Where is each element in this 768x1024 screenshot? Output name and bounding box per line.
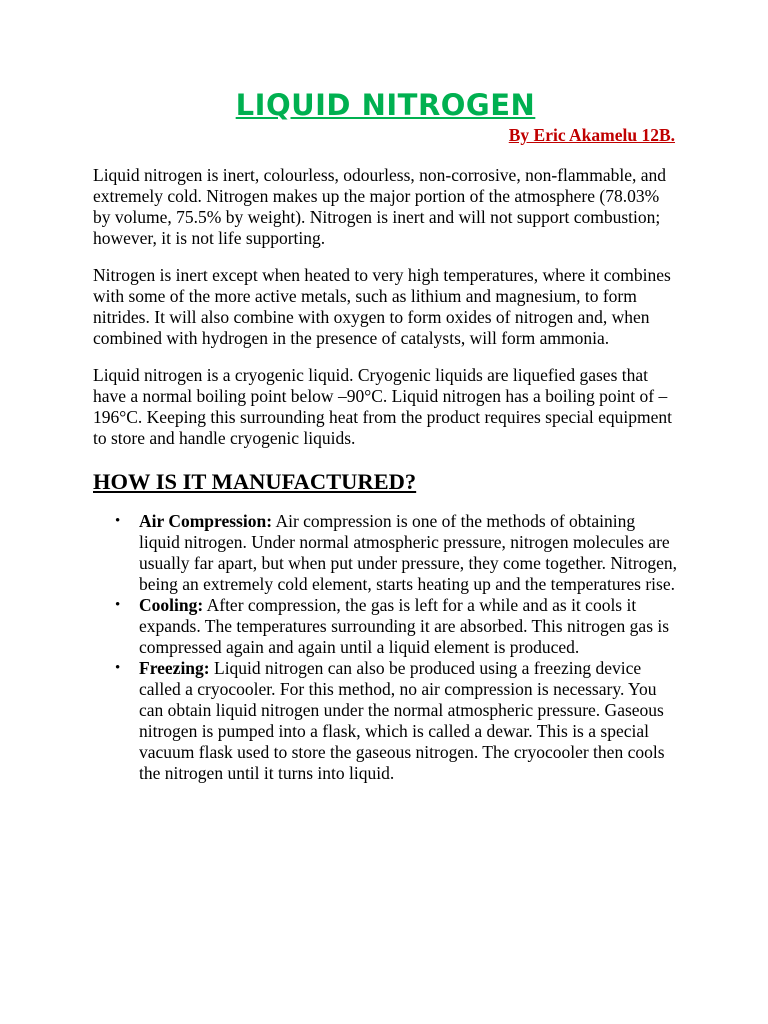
list-item-text: Air compression is one of the methods of obtaining liquid nitrogen. Under normal atmospheric pressure, nitrogen molecules are usually far apart, but when put under pressure, they come together. Nitrogen, being an extremely cold element, starts heating up and the temperatures rise. xyxy=(139,511,677,594)
list-item-air-compression xyxy=(93,511,678,595)
list-item-freezing xyxy=(93,658,678,784)
document-title: LIQUID NITROGEN xyxy=(235,88,536,122)
paragraph-reactivity: Nitrogen is inert except when heated to very high temperatures, where it combines with some of the more active metals, such as lithium and magnesium, to form nitrides. It will also combine with oxygen to form oxides of nitrogen and, when combined with hydrogen in the presence of catalysts, will form ammonia. xyxy=(93,265,671,348)
list-item-text: Liquid nitrogen can also be produced using a freezing device called a cryocooler. For this method, no air compression is necessary. You can obtain liquid nitrogen under the normal atmospheric pressure. Gaseous nitrogen is pumped into a flask, which is called a dewar. This is a special vacuum flask used to store the gaseous nitrogen. The cryocooler then cools the nitrogen until it turns into liquid. xyxy=(139,658,665,783)
bullet-icon: • xyxy=(115,660,121,676)
list-item-term: Air Compression: xyxy=(139,511,273,531)
list-item-text: After compression, the gas is left for a while and as it cools it expands. The temperatures surrounding it are absorbed. This nitrogen gas is compressed again and again until a liquid element is produced. xyxy=(139,595,670,657)
author-byline: By Eric Akamelu 12B. xyxy=(508,125,675,145)
paragraph-cryogenic: Liquid nitrogen is a cryogenic liquid. Cryogenic liquids are liquefied gases that have a normal boiling point below –90°C. Liquid nitrogen has a boiling point of –196°C. Keeping this surrounding heat from the product requires special equipment to store and handle cryogenic liquids. xyxy=(93,365,673,448)
bullet-icon: • xyxy=(115,513,121,529)
manufacturing-methods-list xyxy=(93,511,678,784)
list-item-term: Cooling: xyxy=(139,595,204,615)
bullet-icon: • xyxy=(115,597,121,613)
section-heading-manufacturing: HOW IS IT MANUFACTURED? xyxy=(93,469,417,494)
document-page xyxy=(93,86,678,784)
list-item-term: Freezing: xyxy=(139,658,210,678)
paragraph-intro: Liquid nitrogen is inert, colourless, odourless, non-corrosive, non-flammable, and extremely cold. Nitrogen makes up the major portion of the atmosphere (78.03% by volume, 75.5% by weight). Nitrogen is inert and will not support combustion; however, it is not life supporting. xyxy=(93,165,666,248)
list-item-cooling xyxy=(93,595,678,658)
